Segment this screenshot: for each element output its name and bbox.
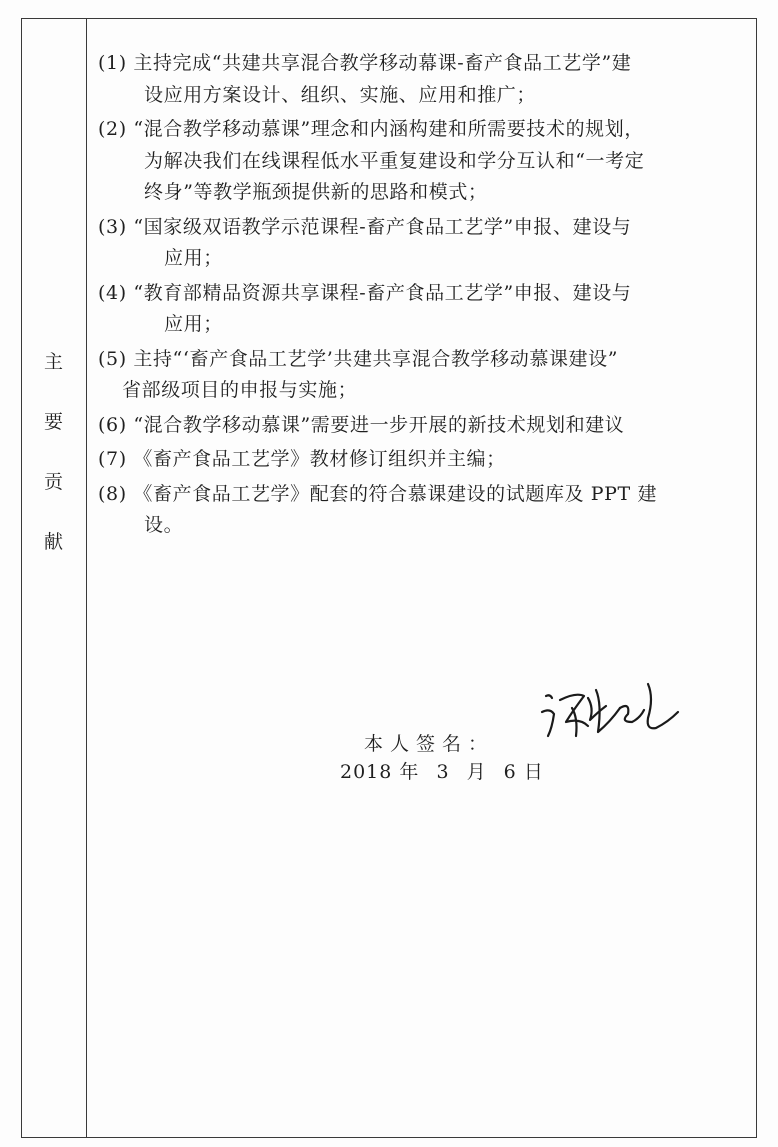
section-label-char: 献 [43,531,63,553]
contribution-item-1 [98,48,738,111]
contribution-line: 省部级项目的申报与实施； [122,379,358,401]
contribution-line: (4) “教育部精品资源共享课程-畜产食品工艺学”申报、建设与 [98,281,632,304]
date-month-unit: 月 [466,761,487,783]
contribution-item-4 [98,278,738,341]
contribution-item-6 [98,410,738,442]
section-label-main-contributions [21,340,86,580]
column-divider [86,18,87,1138]
contribution-item-7 [98,444,738,476]
date-day: 6 [503,761,517,783]
contribution-line: (7) 《畜产食品工艺学》教材修订组织并主编； [98,448,506,470]
signature-date [340,757,544,784]
section-label-char: 要 [43,411,63,433]
handwritten-signature [536,678,686,748]
contribution-line: 应用； [164,313,223,335]
contribution-line: 为解决我们在线课程低水平重复建设和学分互认和“一考定 [144,149,645,172]
contribution-line: (5) 主持“‘畜产食品工艺学’共建共享混合教学移动慕课建设” [98,347,619,370]
section-label-char: 贡 [43,471,63,493]
contribution-line: (2) “混合教学移动慕课”理念和内涵构建和所需要技术的规划， [98,118,644,140]
contribution-item-8 [98,479,738,542]
date-month: 3 [436,761,450,783]
contribution-line: 设应用方案设计、组织、实施、应用和推广； [144,83,537,106]
date-year-unit: 年 [399,761,420,783]
contribution-line: (6) “混合教学移动慕课”需要进一步开展的新技术规划和建议 [98,413,625,436]
contributions-list [98,48,738,545]
contribution-line: (3) “国家级双语教学示范课程-畜产食品工艺学”申报、建设与 [98,215,632,238]
contribution-line: 终身”等教学瓶颈提供新的思路和模式； [144,181,488,203]
contribution-item-2 [98,114,738,209]
date-day-unit: 日 [523,761,544,783]
contribution-item-3 [98,212,738,275]
contribution-line: 设。 [144,514,184,536]
contribution-line: (1) 主持完成“共建共享混合教学移动幕课-畜产食品工艺学”建 [98,52,632,74]
contribution-line: 应用； [164,247,223,269]
contribution-item-5 [98,344,738,407]
signature-label: 本人签名： [364,733,495,755]
date-year: 2018 [340,761,393,783]
contribution-line: (8) 《畜产食品工艺学》配套的符合慕课建设的试题库及 PPT 建 [98,482,658,505]
section-label-char: 主 [43,351,63,373]
